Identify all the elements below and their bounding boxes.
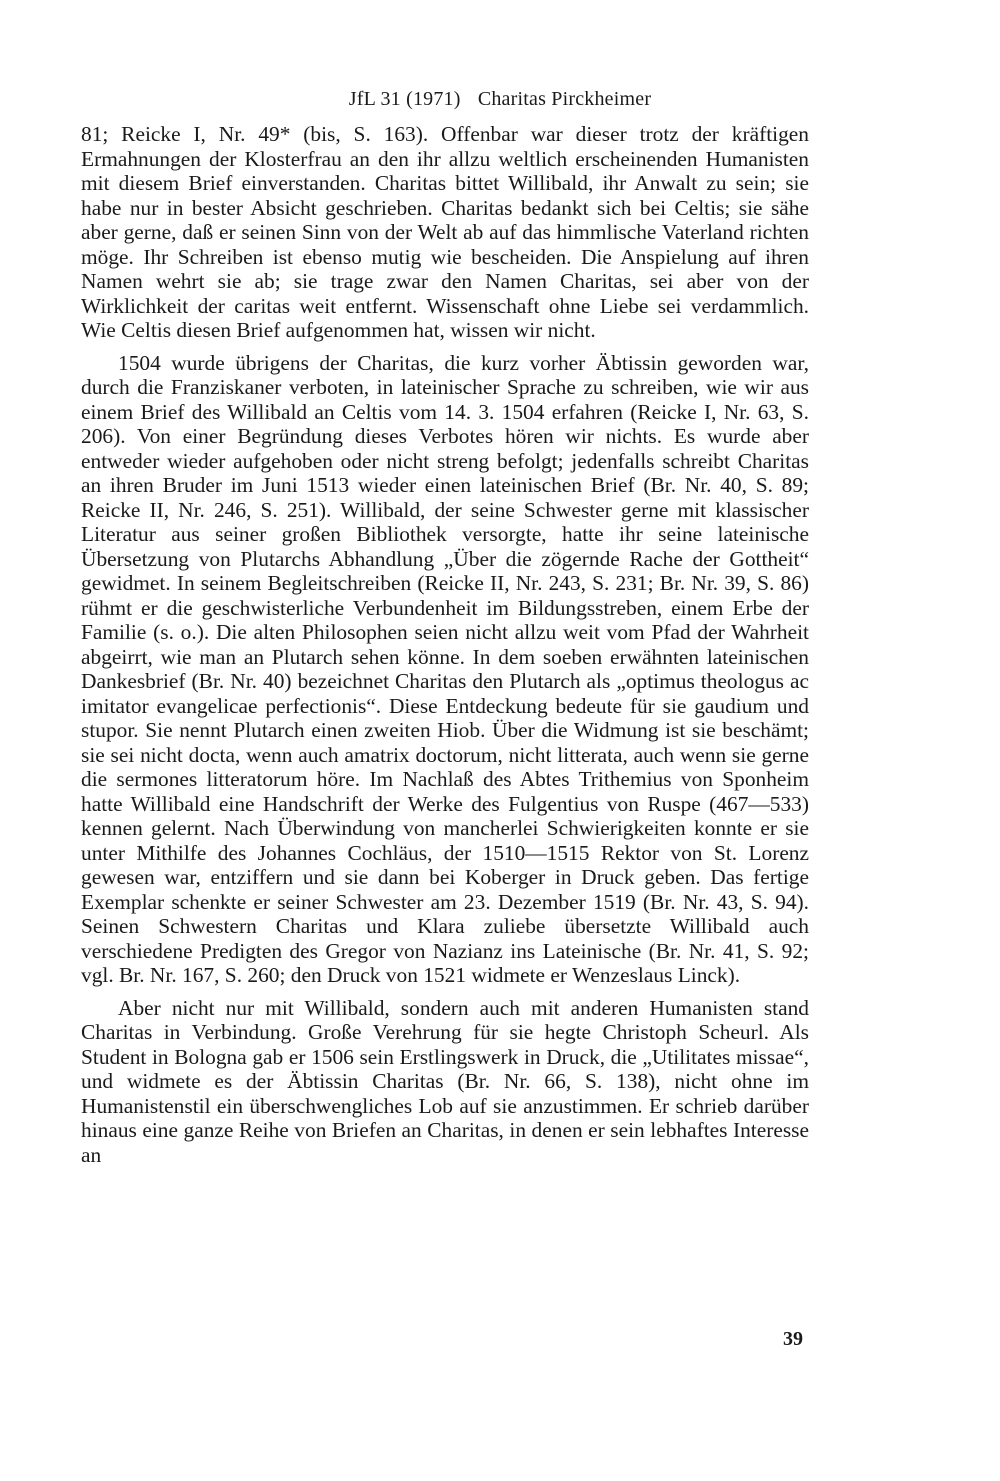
running-head [0, 88, 1000, 111]
paragraph-1: 81; Reicke I, Nr. 49* (bis, S. 163). Offenbar war dieser trotz der kräftigen Ermahnungen der Klosterfrau an den ihr allzu weltlich erscheinenden Humanisten mit diesem Brief einverstanden. Charitas bittet Willibald, ihr Anwalt zu sein; sie habe nur in bester Absicht geschrieben. Charitas bedankt sich bei Celtis; sie sähe aber gerne, daß er seinen Sinn von der Welt ab auf das himmlische Vaterland richten möge. Ihr Schreiben ist ebenso mutig wie bescheiden. Die Anspielung auf ihren Namen wehrt sie ab; sie trage zwar den Namen Charitas, sei aber von der Wirklichkeit der caritas weit entfernt. Wissenschaft ohne Liebe sei verdammlich. Wie Celtis diesen Brief aufgenommen hat, wissen wir nicht. [81, 122, 809, 342]
body-text [81, 122, 809, 1167]
page-number: 39 [783, 1328, 803, 1350]
paragraph-3: Aber nicht nur mit Willibald, sondern auch mit anderen Humanisten stand Charitas in Verbindung. Große Verehrung für sie hegte Christoph Scheurl. Als Student in Bologna gab er 1506 sein Erstlingswerk in Druck, die „Utilitates missae“, und widmete es der Äbtissin Charitas (Br. Nr. 66, S. 138), nicht ohne im Humanistenstil ein überschwengliches Lob auf sie anzustimmen. Er schrieb darüber hinaus eine ganze Reihe von Briefen an Charitas, in denen er sein lebhaftes Interesse an [81, 995, 809, 1167]
journal-reference: JfL 31 (1971) [348, 88, 461, 110]
article-title: Charitas Pirckheimer [477, 88, 652, 110]
paragraph-2: 1504 wurde übrigens der Charitas, die kurz vorher Äbtissin geworden war, durch die Franziskaner verboten, in lateinischer Sprache zu schreiben, wie wir aus einem Brief des Willibald an Celtis vom 14. 3. 1504 erfahren (Reicke I, Nr. 63, S. 206). Von einer Begründung dieses Verbotes hören wir nichts. Es wurde aber entweder wieder aufgehoben oder nicht streng befolgt; jedenfalls schreibt Charitas an ihren Bruder im Juni 1513 wieder einen lateinischen Brief (Br. Nr. 40, S. 89; Reicke II, Nr. 246, S. 251). Willibald, der seine Schwester gerne mit klassischer Literatur aus seiner großen Bibliothek versorgte, hatte ihr seine lateinische Übersetzung von Plutarchs Abhandlung „Über die zögernde Rache der Gottheit“ gewidmet. In seinem Begleitschreiben (Reicke II, Nr. 243, S. 231; Br. Nr. 39, S. 86) rühmt er die geschwisterliche Verbundenheit im Bildungsstreben, einem Erbe der Familie (s. o.). Die alten Philosophen seien nicht allzu weit vom Pfad der Wahrheit abgeirrt, wie man an Plutarch sehen könne. In dem soeben erwähnten lateinischen Dankesbrief (Br. Nr. 40) bezeichnet Charitas den Plutarch als „optimus theologus ac imitator evangelicae perfectionis“. Diese Entdeckung bedeute für sie gaudium und stupor. Sie nennt Plutarch einen zweiten Hiob. Über die Widmung ist sie beschämt; sie sei nicht docta, wenn auch amatrix doctorum, nicht litterata, auch wenn sie gerne die sermones litteratorum höre. Im Nachlaß des Abtes Trithemius von Sponheim hatte Willibald eine Handschrift der Werke des Fulgentius von Ruspe (467—533) kennen gelernt. Nach Überwindung von mancherlei Schwierigkeiten konnte er sie unter Mithilfe des Johannes Cochläus, der 1510—1515 Rektor von St. Lorenz gewesen war, entziffern und sie dann bei Koberger in Druck geben. Das fertige Exemplar schenkte er seiner Schwester am 23. Dezember 1519 (Br. Nr. 43, S. 94). Seinen Schwestern Charitas und Klara zuliebe übersetzte Willibald auch verschiedene Predigten des Gregor von Nazianz ins Lateinische (Br. Nr. 41, S. 92; vgl. Br. Nr. 167, S. 260; den Druck von 1521 widmete er Wenzeslaus Linck). [81, 350, 809, 987]
